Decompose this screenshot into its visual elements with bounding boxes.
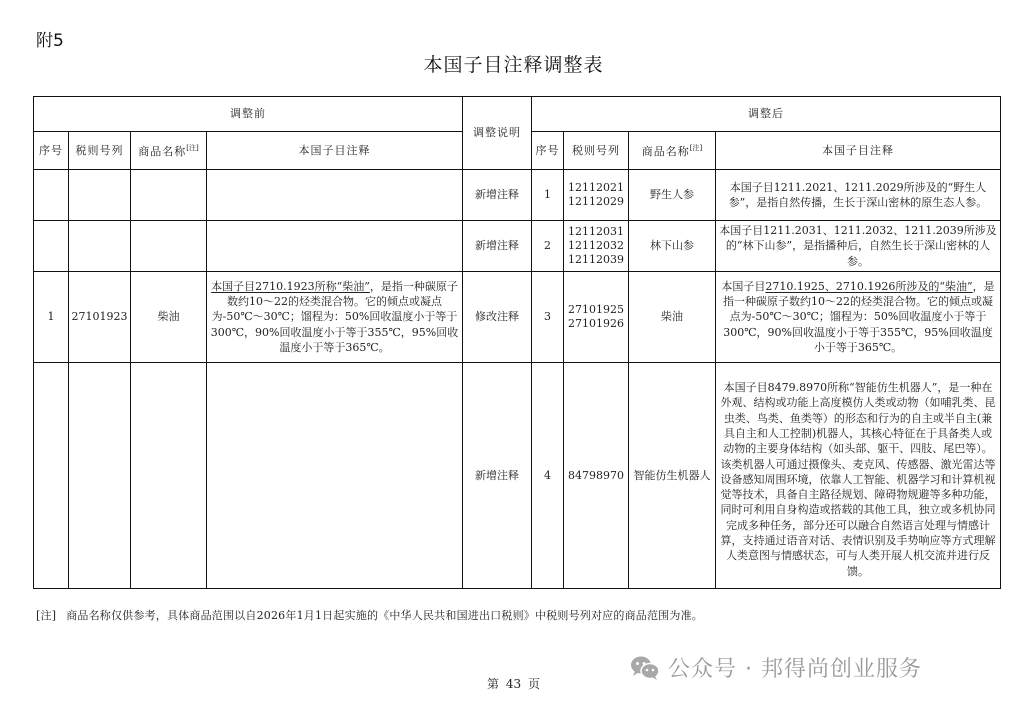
- col-header-code-before: 税则号列: [69, 132, 131, 170]
- group-header-before: 调整前: [34, 97, 463, 132]
- attachment-label: 附5: [36, 31, 64, 51]
- tariff-code: 12112032: [568, 239, 624, 252]
- after-seq: 3: [532, 272, 564, 363]
- tariff-code: 84798970: [568, 468, 624, 482]
- footnote: [36, 607, 703, 623]
- annotation-text: ，是指一种碳原子数约10～22的烃类混合物。它的倾点或凝点为-50℃～30℃；馏程为：50%回收温度小于等于300℃，90%回收温度小于等于355℃，95%回收温度小于等于365℃。: [723, 279, 995, 354]
- underlined-text: 本国子目2710.1923所称“柴油”: [211, 279, 370, 293]
- tariff-code: 12112031: [568, 225, 624, 238]
- explanation-cell: 修改注释: [463, 272, 532, 363]
- annotation-text: ，是指一种碳原子数约10～22的烃类混合物。它的倾点或凝点为-50℃～30℃；馏程为：50%回收温度小于等于300℃，90%回收温度小于等于355℃，95%回收温度小于等于365℃。: [210, 279, 459, 354]
- after-seq: 1: [532, 170, 564, 221]
- before-name: 柴油: [131, 272, 207, 363]
- col-header-annotation-after: 本国子目注释: [716, 132, 1001, 170]
- before-annotation: [207, 363, 463, 589]
- group-header-after: 调整后: [532, 97, 1001, 132]
- before-seq: [34, 363, 69, 589]
- group-header-row: [34, 97, 1001, 132]
- tariff-code: 12112021: [568, 181, 624, 194]
- after-codes: [564, 272, 629, 363]
- table-row: [34, 221, 1001, 272]
- after-name: 智能仿生机器人: [629, 363, 716, 589]
- table-row: [34, 272, 1001, 363]
- after-annotation: 本国子目8479.8970所称“智能仿生机器人”，是一种在外观、结构或功能上高度模仿人类或动物（如哺乳类、昆虫类、鸟类、鱼类等）的形态和行为的自主或半自主(兼具自主和人工控制)机器人，其核心特征在于具备类人或动物的主要身体结构（如头部、躯干、四肢、尾巴等）。该类机器人可通过摄像头、麦克风、传感器、激光雷达等设备感知周围环境，依靠人工智能、机器学习和计算机视觉等技术，具备自主路径规划、障碍物规避等多种功能，同时可利用自身构造或搭载的其他工具，独立或多机协同完成多种任务，部分还可以融合自然语言处理与情感计算，支持通过语音对话、表情识别及手势响应等方式理解人类意图与情感状态，可与人类开展人机交流并进行反馈。: [716, 363, 1001, 589]
- footnote-text: 商品名称仅供参考，具体商品范围以自2026年1月1日起实施的《中华人民共和国进出口税则》中税则号列对应的商品范围为准。: [66, 609, 703, 622]
- before-code: [69, 221, 131, 272]
- before-code: [69, 363, 131, 589]
- after-annotation: 本国子目1211.2031、1211.2032、1211.2039所涉及的“林下山参”，是指播种后，自然生长于深山密林的人参。: [716, 221, 1001, 272]
- group-header-explanation: 调整说明: [463, 97, 532, 170]
- explanation-cell: 新增注释: [463, 221, 532, 272]
- underlined-text: 2710.1925、2710.1926所涉及的“柴油”: [765, 279, 973, 293]
- tariff-code: 27101926: [568, 317, 624, 330]
- before-annotation: [207, 272, 463, 363]
- page-title: 本国子目注释调整表: [423, 54, 604, 76]
- annotation-prefix: 本国子目: [721, 279, 766, 293]
- after-seq: 4: [532, 363, 564, 589]
- col-header-name-label: 商品名称: [641, 145, 690, 159]
- table-row: [34, 170, 1001, 221]
- before-annotation: [207, 221, 463, 272]
- after-name: 柴油: [629, 272, 716, 363]
- after-seq: 2: [532, 221, 564, 272]
- col-header-name-label: 商品名称: [138, 145, 187, 159]
- annotation-adjustment-table: [33, 96, 1001, 589]
- col-header-seq-before: 序号: [34, 132, 69, 170]
- before-seq: [34, 170, 69, 221]
- tariff-code: 27101923: [71, 310, 128, 323]
- col-header-seq-after: 序号: [532, 132, 564, 170]
- after-codes: [564, 170, 629, 221]
- before-name: [131, 170, 207, 221]
- tariff-code: 12112039: [568, 253, 624, 266]
- after-codes: [564, 221, 629, 272]
- note-marker: [注]: [186, 144, 199, 153]
- tariff-code: 27101925: [568, 303, 624, 316]
- before-codes: [69, 272, 131, 363]
- page-number: 第 43 页: [487, 677, 540, 691]
- tariff-code: 12112029: [568, 195, 624, 208]
- after-name: 野生人参: [629, 170, 716, 221]
- after-codes: [564, 363, 629, 589]
- table-row: [34, 363, 1001, 589]
- watermark-text: 公众号 · 邦得尚创业服务: [668, 657, 922, 682]
- before-code: [69, 170, 131, 221]
- before-seq: 1: [34, 272, 69, 363]
- after-name: 林下山参: [629, 221, 716, 272]
- col-header-name-after: [629, 132, 716, 170]
- explanation-cell: 新增注释: [463, 363, 532, 589]
- after-annotation: 本国子目1211.2021、1211.2029所涉及的“野生人参”，是指自然传播，生长于深山密林的原生态人参。: [716, 170, 1001, 221]
- explanation-cell: 新增注释: [463, 170, 532, 221]
- col-header-code-after: 税则号列: [564, 132, 629, 170]
- col-header-name-before: [131, 132, 207, 170]
- col-header-annotation-before: 本国子目注释: [207, 132, 463, 170]
- after-annotation: [716, 272, 1001, 363]
- note-marker: [注]: [689, 144, 703, 153]
- before-name: [131, 363, 207, 589]
- before-annotation: [207, 170, 463, 221]
- before-name: [131, 221, 207, 272]
- footnote-tag: [注]: [36, 609, 57, 622]
- before-seq: [34, 221, 69, 272]
